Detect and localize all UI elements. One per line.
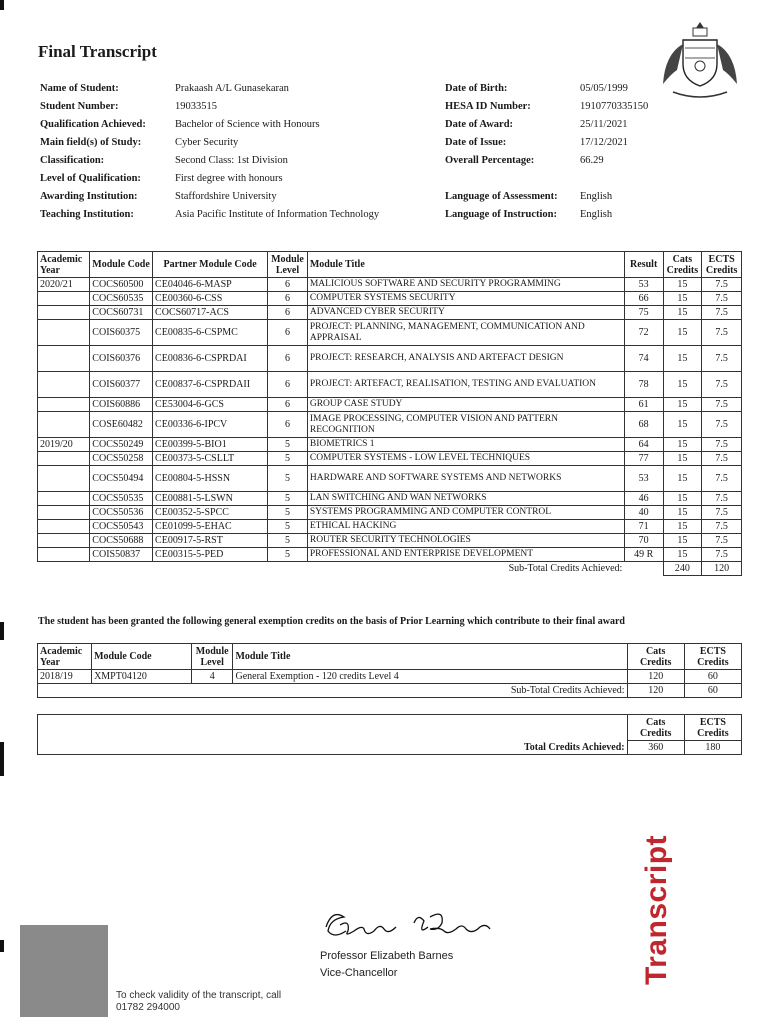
cell-level: 5 xyxy=(268,506,308,520)
detail-label: Qualification Achieved: xyxy=(40,119,146,130)
cell-year xyxy=(38,412,90,438)
cell-partner: CE00373-5-CSLLT xyxy=(153,452,268,466)
detail-value: 25/11/2021 xyxy=(580,119,628,130)
total-ects: 180 xyxy=(684,741,741,755)
cell-year xyxy=(38,320,90,346)
cell-year xyxy=(38,372,90,398)
cell-partner: CE00804-5-HSSN xyxy=(153,466,268,492)
subtotal-ects: 120 xyxy=(702,562,742,576)
table-row xyxy=(38,398,742,412)
table-row xyxy=(38,320,742,346)
detail-value: 66.29 xyxy=(580,155,604,166)
cell-year xyxy=(38,520,90,534)
scan-edge-mark xyxy=(0,940,4,952)
table-row xyxy=(38,306,742,320)
subtotal-row xyxy=(38,562,742,576)
detail-label: Awarding Institution: xyxy=(40,191,138,202)
cell-code: COCS60500 xyxy=(90,278,153,292)
cell-partner: CE00336-6-IPCV xyxy=(153,412,268,438)
cell-code: COCS50536 xyxy=(90,506,153,520)
table-header-row xyxy=(38,715,742,741)
detail-label: Classification: xyxy=(40,155,105,166)
cell-level: 6 xyxy=(268,398,308,412)
detail-label: Date of Birth: xyxy=(445,83,508,94)
detail-value: Staffordshire University xyxy=(175,191,277,202)
cell-result: 40 xyxy=(624,506,663,520)
table-row xyxy=(38,506,742,520)
subtotal-cats: 120 xyxy=(627,684,684,698)
cell-cats: 15 xyxy=(663,320,702,346)
cell-cats: 15 xyxy=(663,520,702,534)
cell-code: COIS60377 xyxy=(90,372,153,398)
cell-ects: 7.5 xyxy=(702,438,742,452)
cell-title: GROUP CASE STUDY xyxy=(307,398,624,412)
detail-value: Second Class: 1st Division xyxy=(175,155,288,166)
detail-label: Name of Student: xyxy=(40,83,119,94)
detail-label: Main field(s) of Study: xyxy=(40,137,142,148)
cell-cats: 15 xyxy=(663,278,702,292)
cell-title: PROJECT: RESEARCH, ANALYSIS AND ARTEFACT DESIGN xyxy=(307,346,624,372)
cell-result: 71 xyxy=(624,520,663,534)
cell-code: COCS50543 xyxy=(90,520,153,534)
cell-level: 5 xyxy=(268,534,308,548)
student-details-right xyxy=(445,80,648,224)
exemption-table xyxy=(37,643,742,698)
cell-result: 74 xyxy=(624,346,663,372)
cell-code: COIS60886 xyxy=(90,398,153,412)
cell-level: 4 xyxy=(191,670,233,684)
detail-value: 19033515 xyxy=(175,101,217,112)
detail-row xyxy=(445,170,648,188)
cell-level: 5 xyxy=(268,548,308,562)
cell-partner: CE53004-6-GCS xyxy=(153,398,268,412)
cell-title: COMPUTER SYSTEMS - LOW LEVEL TECHNIQUES xyxy=(307,452,624,466)
cell-year xyxy=(38,452,90,466)
cell-partner: CE00917-5-RST xyxy=(153,534,268,548)
cell-partner: COCS60717-ACS xyxy=(153,306,268,320)
detail-value: Bachelor of Science with Honours xyxy=(175,119,320,130)
cell-cats: 15 xyxy=(663,506,702,520)
cell-result: 70 xyxy=(624,534,663,548)
cell-result: 72 xyxy=(624,320,663,346)
cell-code: COIS60375 xyxy=(90,320,153,346)
detail-row xyxy=(445,80,648,98)
table-row xyxy=(38,670,742,684)
cell-year xyxy=(38,534,90,548)
cell-cats: 15 xyxy=(663,372,702,398)
cell-code: COCS60731 xyxy=(90,306,153,320)
validity-check-note: To check validity of the transcript, call 01782 294000 xyxy=(116,990,282,1013)
cell-level: 5 xyxy=(268,466,308,492)
cell-code: COSE60482 xyxy=(90,412,153,438)
cell-partner: CE00881-5-LSWN xyxy=(153,492,268,506)
cell-cats: 15 xyxy=(663,452,702,466)
cell-ects: 7.5 xyxy=(702,398,742,412)
cell-partner: CE00837-6-CSPRDAII xyxy=(153,372,268,398)
cell-code: COCS50249 xyxy=(90,438,153,452)
detail-label: Language of Assessment: xyxy=(445,191,558,202)
cell-code: XMPT04120 xyxy=(92,670,192,684)
cell-ects: 7.5 xyxy=(702,506,742,520)
detail-label: Student Number: xyxy=(40,101,119,112)
cell-ects: 7.5 xyxy=(702,320,742,346)
cell-cats: 15 xyxy=(663,412,702,438)
table-header-row xyxy=(38,644,742,670)
cell-code: COCS50258 xyxy=(90,452,153,466)
table-row xyxy=(38,548,742,562)
cell-level: 5 xyxy=(268,520,308,534)
cell-result: 78 xyxy=(624,372,663,398)
table-row xyxy=(38,292,742,306)
detail-row xyxy=(40,98,379,116)
cell-code: COIS60376 xyxy=(90,346,153,372)
detail-row xyxy=(445,98,648,116)
table-header-row xyxy=(38,252,742,278)
detail-label: Date of Award: xyxy=(445,119,514,130)
header-academic-year: Academic Year xyxy=(38,252,90,278)
cell-cats: 15 xyxy=(663,466,702,492)
cell-result: 53 xyxy=(624,278,663,292)
header-ects-credits: ECTS Credits xyxy=(684,644,741,670)
cell-title: COMPUTER SYSTEMS SECURITY xyxy=(307,292,624,306)
header-cats-credits: Cats Credits xyxy=(627,644,684,670)
cell-ects: 7.5 xyxy=(702,346,742,372)
table-row xyxy=(38,412,742,438)
cell-ects: 7.5 xyxy=(702,548,742,562)
detail-row xyxy=(40,206,379,224)
cell-code: COCS50535 xyxy=(90,492,153,506)
cell-year: 2019/20 xyxy=(38,438,90,452)
cell-result: 75 xyxy=(624,306,663,320)
cell-level: 6 xyxy=(268,306,308,320)
cell-partner: CE00352-5-SPCC xyxy=(153,506,268,520)
detail-value: 05/05/1999 xyxy=(580,83,628,94)
header-result: Result xyxy=(624,252,663,278)
cell-title: ROUTER SECURITY TECHNOLOGIES xyxy=(307,534,624,548)
cell-title: IMAGE PROCESSING, COMPUTER VISION AND PATTERN RECOGNITION xyxy=(307,412,624,438)
cell-result: 66 xyxy=(624,292,663,306)
cell-year xyxy=(38,466,90,492)
cell-year xyxy=(38,306,90,320)
detail-label: Date of Issue: xyxy=(445,137,507,148)
detail-value: 1910770335150 xyxy=(580,101,649,112)
cell-ects: 7.5 xyxy=(702,466,742,492)
detail-row xyxy=(40,134,379,152)
modules-table xyxy=(37,251,742,576)
detail-row xyxy=(445,116,648,134)
cell-level: 6 xyxy=(268,292,308,306)
header-partner-module-code: Partner Module Code xyxy=(153,252,268,278)
cell-ects: 7.5 xyxy=(702,520,742,534)
cell-title: HARDWARE AND SOFTWARE SYSTEMS AND NETWORKS xyxy=(307,466,624,492)
detail-value: Prakaash A/L Gunasekaran xyxy=(175,83,289,94)
cell-title: PROFESSIONAL AND ENTERPRISE DEVELOPMENT xyxy=(307,548,624,562)
signer-title: Vice-Chancellor xyxy=(320,967,398,979)
header-ects-credits: ECTS Credits xyxy=(684,715,741,741)
detail-value: Cyber Security xyxy=(175,137,239,148)
detail-value: English xyxy=(580,191,613,202)
cell-title: BIOMETRICS 1 xyxy=(307,438,624,452)
signer-name: Professor Elizabeth Barnes xyxy=(320,950,454,962)
cell-ects: 7.5 xyxy=(702,452,742,466)
cell-ects: 60 xyxy=(684,670,741,684)
cell-title: ETHICAL HACKING xyxy=(307,520,624,534)
detail-label: Overall Percentage: xyxy=(445,155,535,166)
cell-year: 2018/19 xyxy=(38,670,92,684)
detail-value: 17/12/2021 xyxy=(580,137,628,148)
cell-level: 6 xyxy=(268,278,308,292)
cell-level: 5 xyxy=(268,438,308,452)
cell-title: ADVANCED CYBER SECURITY xyxy=(307,306,624,320)
header-module-level: Module Level xyxy=(191,644,233,670)
cell-level: 5 xyxy=(268,452,308,466)
cell-result: 49 R xyxy=(624,548,663,562)
subtotal-cats: 240 xyxy=(663,562,702,576)
cell-year xyxy=(38,506,90,520)
cell-year xyxy=(38,292,90,306)
cell-result: 53 xyxy=(624,466,663,492)
cell-result: 77 xyxy=(624,452,663,466)
table-row xyxy=(38,492,742,506)
cell-code: COCS60535 xyxy=(90,292,153,306)
table-row xyxy=(38,452,742,466)
header-module-level: Module Level xyxy=(268,252,308,278)
page-title: Final Transcript xyxy=(38,42,157,61)
totals-table xyxy=(37,714,742,755)
cell-partner: CE01099-5-EHAC xyxy=(153,520,268,534)
table-row xyxy=(38,438,742,452)
cell-level: 6 xyxy=(268,372,308,398)
scan-edge-mark xyxy=(0,0,4,10)
cell-code: COIS50837 xyxy=(90,548,153,562)
transcript-stamp: Transcript xyxy=(640,834,673,985)
detail-value: Asia Pacific Institute of Information Technology xyxy=(175,209,380,220)
cell-year: 2020/21 xyxy=(38,278,90,292)
scan-edge-mark xyxy=(0,742,4,776)
detail-label: Level of Qualification: xyxy=(40,173,141,184)
detail-row xyxy=(445,152,648,170)
detail-row xyxy=(40,170,379,188)
header-ects-credits: ECTS Credits xyxy=(702,252,742,278)
cell-ects: 7.5 xyxy=(702,492,742,506)
cell-cats: 15 xyxy=(663,492,702,506)
header-academic-year: Academic Year xyxy=(38,644,92,670)
header-cats-credits: Cats Credits xyxy=(627,715,684,741)
cell-cats: 15 xyxy=(663,438,702,452)
detail-row xyxy=(40,188,379,206)
cell-result: 61 xyxy=(624,398,663,412)
detail-value: English xyxy=(580,209,613,220)
subtotal-label: Sub-Total Credits Achieved: xyxy=(38,684,628,698)
cell-result: 46 xyxy=(624,492,663,506)
header-module-title: Module Title xyxy=(233,644,627,670)
student-details-left xyxy=(40,80,379,224)
cell-year xyxy=(38,346,90,372)
table-row xyxy=(38,372,742,398)
detail-label: Teaching Institution: xyxy=(40,209,134,220)
detail-row xyxy=(445,134,648,152)
header-module-code: Module Code xyxy=(90,252,153,278)
cell-level: 5 xyxy=(268,492,308,506)
cell-year xyxy=(38,492,90,506)
detail-row xyxy=(40,80,379,98)
total-cats: 360 xyxy=(627,741,684,755)
detail-label: Language of Instruction: xyxy=(445,209,558,220)
cell-year xyxy=(38,548,90,562)
cell-cats: 15 xyxy=(663,534,702,548)
detail-row xyxy=(445,188,648,206)
cell-result: 68 xyxy=(624,412,663,438)
cell-partner: CE00399-5-BIO1 xyxy=(153,438,268,452)
cell-title: SYSTEMS PROGRAMMING AND COMPUTER CONTROL xyxy=(307,506,624,520)
table-row xyxy=(38,534,742,548)
cell-code: COCS50688 xyxy=(90,534,153,548)
cell-partner: CE00835-6-CSPMC xyxy=(153,320,268,346)
header-module-title: Module Title xyxy=(307,252,624,278)
detail-value: First degree with honours xyxy=(175,173,283,184)
detail-row xyxy=(445,206,648,224)
cell-level: 6 xyxy=(268,412,308,438)
total-label: Total Credits Achieved: xyxy=(38,741,628,755)
table-row xyxy=(38,278,742,292)
cell-partner: CE04046-6-MASP xyxy=(153,278,268,292)
table-row xyxy=(38,466,742,492)
subtotal-label: Sub-Total Credits Achieved: xyxy=(508,563,623,575)
scan-edge-mark xyxy=(0,622,4,640)
cell-cats: 15 xyxy=(663,346,702,372)
cell-ects: 7.5 xyxy=(702,306,742,320)
cell-result: 64 xyxy=(624,438,663,452)
cell-title: PROJECT: PLANNING, MANAGEMENT, COMMUNICATION AND APPRAISAL xyxy=(307,320,624,346)
cell-title: PROJECT: ARTEFACT, REALISATION, TESTING AND EVALUATION xyxy=(307,372,624,398)
cell-year xyxy=(38,398,90,412)
exemption-note: The student has been granted the following general exemption credits on the basis of Prior Learning which contribute to their final award xyxy=(38,616,625,627)
detail-label: HESA ID Number: xyxy=(445,101,531,112)
signature-image xyxy=(318,905,518,945)
cell-cats: 15 xyxy=(663,292,702,306)
security-hologram xyxy=(20,925,108,1017)
cell-partner: CE00360-6-CSS xyxy=(153,292,268,306)
cell-ects: 7.5 xyxy=(702,372,742,398)
total-row xyxy=(38,741,742,755)
cell-cats: 15 xyxy=(663,398,702,412)
detail-row xyxy=(40,152,379,170)
university-crest-icon xyxy=(655,18,745,100)
cell-ects: 7.5 xyxy=(702,292,742,306)
cell-cats: 15 xyxy=(663,306,702,320)
cell-ects: 7.5 xyxy=(702,534,742,548)
cell-cats: 15 xyxy=(663,548,702,562)
cell-ects: 7.5 xyxy=(702,278,742,292)
header-module-code: Module Code xyxy=(92,644,192,670)
header-cats-credits: Cats Credits xyxy=(663,252,702,278)
cell-title: MALICIOUS SOFTWARE AND SECURITY PROGRAMMING xyxy=(307,278,624,292)
cell-partner: CE00836-6-CSPRDAI xyxy=(153,346,268,372)
cell-level: 6 xyxy=(268,346,308,372)
cell-title: General Exemption - 120 credits Level 4 xyxy=(233,670,627,684)
subtotal-ects: 60 xyxy=(684,684,741,698)
detail-row xyxy=(40,116,379,134)
cell-level: 6 xyxy=(268,320,308,346)
cell-title: LAN SWITCHING AND WAN NETWORKS xyxy=(307,492,624,506)
cell-partner: CE00315-5-PED xyxy=(153,548,268,562)
subtotal-row xyxy=(38,684,742,698)
cell-code: COCS50494 xyxy=(90,466,153,492)
cell-ects: 7.5 xyxy=(702,412,742,438)
cell-cats: 120 xyxy=(627,670,684,684)
table-row xyxy=(38,520,742,534)
table-row xyxy=(38,346,742,372)
